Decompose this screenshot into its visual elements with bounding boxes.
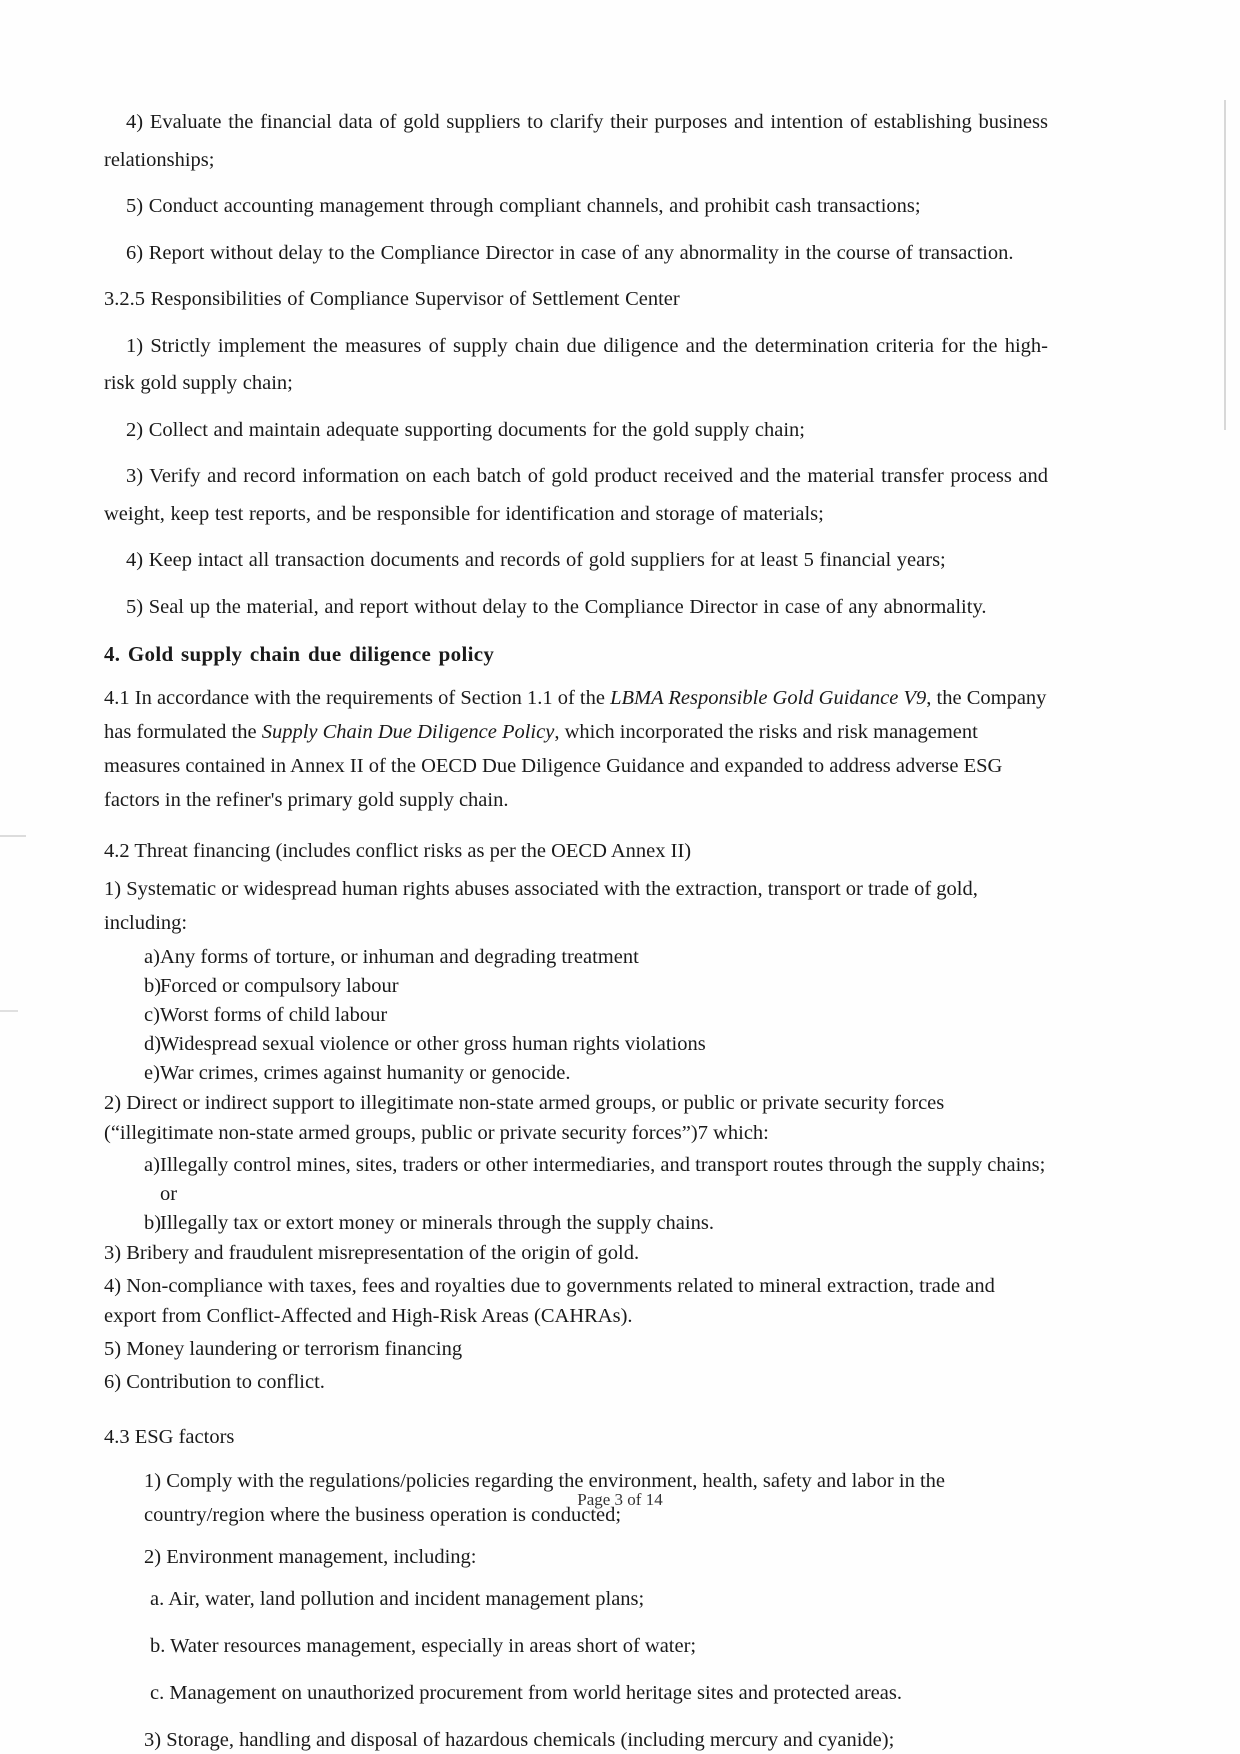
paragraph-4-1-part-2: , the Company has formulated the <box>104 687 1047 743</box>
scan-artifact-left <box>0 835 26 837</box>
list-item <box>104 972 1048 1001</box>
list-text: Illegally control mines, sites, traders or other intermediaries, and transport routes through the supply chains; <box>160 1154 1046 1176</box>
list-marker: a) <box>144 1154 160 1176</box>
list-item <box>104 1001 1048 1030</box>
list-marker: b) <box>144 1212 162 1234</box>
threat-item-1-lead: 1) Systematic or widespread human rights abuses associated with the extraction, transport or trade of gold, including: <box>104 878 978 934</box>
list-text: War crimes, crimes against humanity or genocide. <box>160 1062 571 1084</box>
list-item <box>104 1209 1048 1238</box>
list-item-3-2-4-6: 6) Report without delay to the Compliance Director in case of any abnormality in the course of transaction. <box>126 241 1014 264</box>
section-heading-4-2: 4.2 Threat financing (includes conflict risks as per the OECD Annex II) <box>104 840 692 862</box>
list-item <box>104 943 1048 972</box>
list-marker: d) <box>144 1033 162 1055</box>
threat-item-2-sublist <box>104 1151 1048 1238</box>
list-marker: c) <box>144 1004 160 1026</box>
threat-item-2-lead: 2) Direct or indirect support to illegitimate non-state armed groups, or public or private security forces (“illegitimate non-state armed groups, public or private security forces”)7 which: <box>104 1092 945 1144</box>
list-item-3-2-5-3: 3) Verify and record information on each batch of gold product received and the material transfer process and weight, keep test reports, and be responsible for identification and storage of materials; <box>104 465 1048 525</box>
scan-artifact-left-2 <box>0 1010 18 1012</box>
paragraph-4-1-part-3: , which incorporated the risks and risk management measures contained in Annex II of the OECD Due Diligence Guidance and expanded to address adverse ESG factors in the refiner's primary gold supply chain. <box>104 721 1003 811</box>
list-item-continuation <box>104 1180 1048 1209</box>
list-text: Any forms of torture, or inhuman and degrading treatment <box>160 946 639 968</box>
section-heading-4-3: 4.3 ESG factors <box>104 1426 235 1448</box>
list-item <box>104 1030 1048 1059</box>
threat-item-4: 4) Non-compliance with taxes, fees and royalties due to governments related to mineral extraction, trade and export from Conflict-Affected and High-Risk Areas (CAHRAs). <box>104 1275 995 1327</box>
list-text: Worst forms of child labour <box>160 1004 388 1026</box>
esg-subitem-c: c. Management on unauthorized procurement from world heritage sites and protected areas. <box>150 1682 902 1704</box>
list-item-3-2-5-1: 1) Strictly implement the measures of supply chain due diligence and the determination criteria for the high-risk gold supply chain; <box>104 334 1048 394</box>
esg-factor-list-cont <box>104 1723 1048 1754</box>
list-text: Forced or compulsory labour <box>160 975 399 997</box>
section-heading-3-2-5: 3.2.5 Responsibilities of Compliance Supervisor of Settlement Center <box>104 288 680 310</box>
title-supply-chain-policy: Supply Chain Due Diligence Policy <box>261 721 555 743</box>
esg-subitem-a: a. Air, water, land pollution and incident management plans; <box>150 1588 645 1610</box>
paragraph-4-1-part-1: 4.1 In accordance with the requirements of Section 1.1 of the <box>104 687 611 709</box>
esg-item-1: 1) Comply with the regulations/policies regarding the environment, health, safety and labor in the country/region where the business operation is conducted; <box>144 1470 946 1526</box>
list-item <box>104 1059 1048 1088</box>
list-item-3-2-4-4: 4) Evaluate the financial data of gold suppliers to clarify their purposes and intention of establishing business relationships; <box>104 111 1048 171</box>
list-item-3-2-5-5: 5) Seal up the material, and report without delay to the Compliance Director in case of any abnormality. <box>126 595 987 618</box>
esg-item-2: 2) Environment management, including: <box>144 1546 477 1568</box>
esg-factor-list <box>104 1464 1048 1574</box>
list-item-3-2-4-5: 5) Conduct accounting management through compliant channels, and prohibit cash transactions; <box>126 195 921 217</box>
page-footer: Page 3 of 14 <box>577 1490 663 1509</box>
list-text: or <box>160 1183 178 1205</box>
list-marker: a) <box>144 946 160 968</box>
threat-item-3: 3) Bribery and fraudulent misrepresentation of the origin of gold. <box>104 1242 640 1264</box>
threat-item-6: 6) Contribution to conflict. <box>104 1371 325 1393</box>
paragraph-4-1 <box>104 681 1048 817</box>
threat-item-5: 5) Money laundering or terrorism financing <box>104 1338 463 1360</box>
esg-subitem-b: b. Water resources management, especially in areas short of water; <box>150 1635 697 1657</box>
list-item-3-2-5-4: 4) Keep intact all transaction documents and records of gold suppliers for at least 5 financial years; <box>126 549 946 571</box>
list-marker: e) <box>144 1062 160 1084</box>
threat-item-1-sublist <box>104 943 1048 1088</box>
list-item-3-2-5-2: 2) Collect and maintain adequate supporting documents for the gold supply chain; <box>126 418 805 441</box>
title-lbma-guidance: LBMA Responsible Gold Guidance V9 <box>610 687 927 709</box>
list-text: Illegally tax or extort money or minerals through the supply chains. <box>160 1212 714 1234</box>
esg-item-2-sublist <box>104 1582 1048 1710</box>
scan-artifact-right <box>1224 100 1226 430</box>
list-item <box>104 1151 1048 1180</box>
esg-item-3: 3) Storage, handling and disposal of hazardous chemicals (including mercury and cyanide); <box>144 1729 895 1751</box>
list-marker: b) <box>144 975 162 997</box>
section-heading-4: 4. Gold supply chain due diligence policy <box>104 642 495 666</box>
list-text: Widespread sexual violence or other gross human rights violations <box>160 1033 706 1055</box>
